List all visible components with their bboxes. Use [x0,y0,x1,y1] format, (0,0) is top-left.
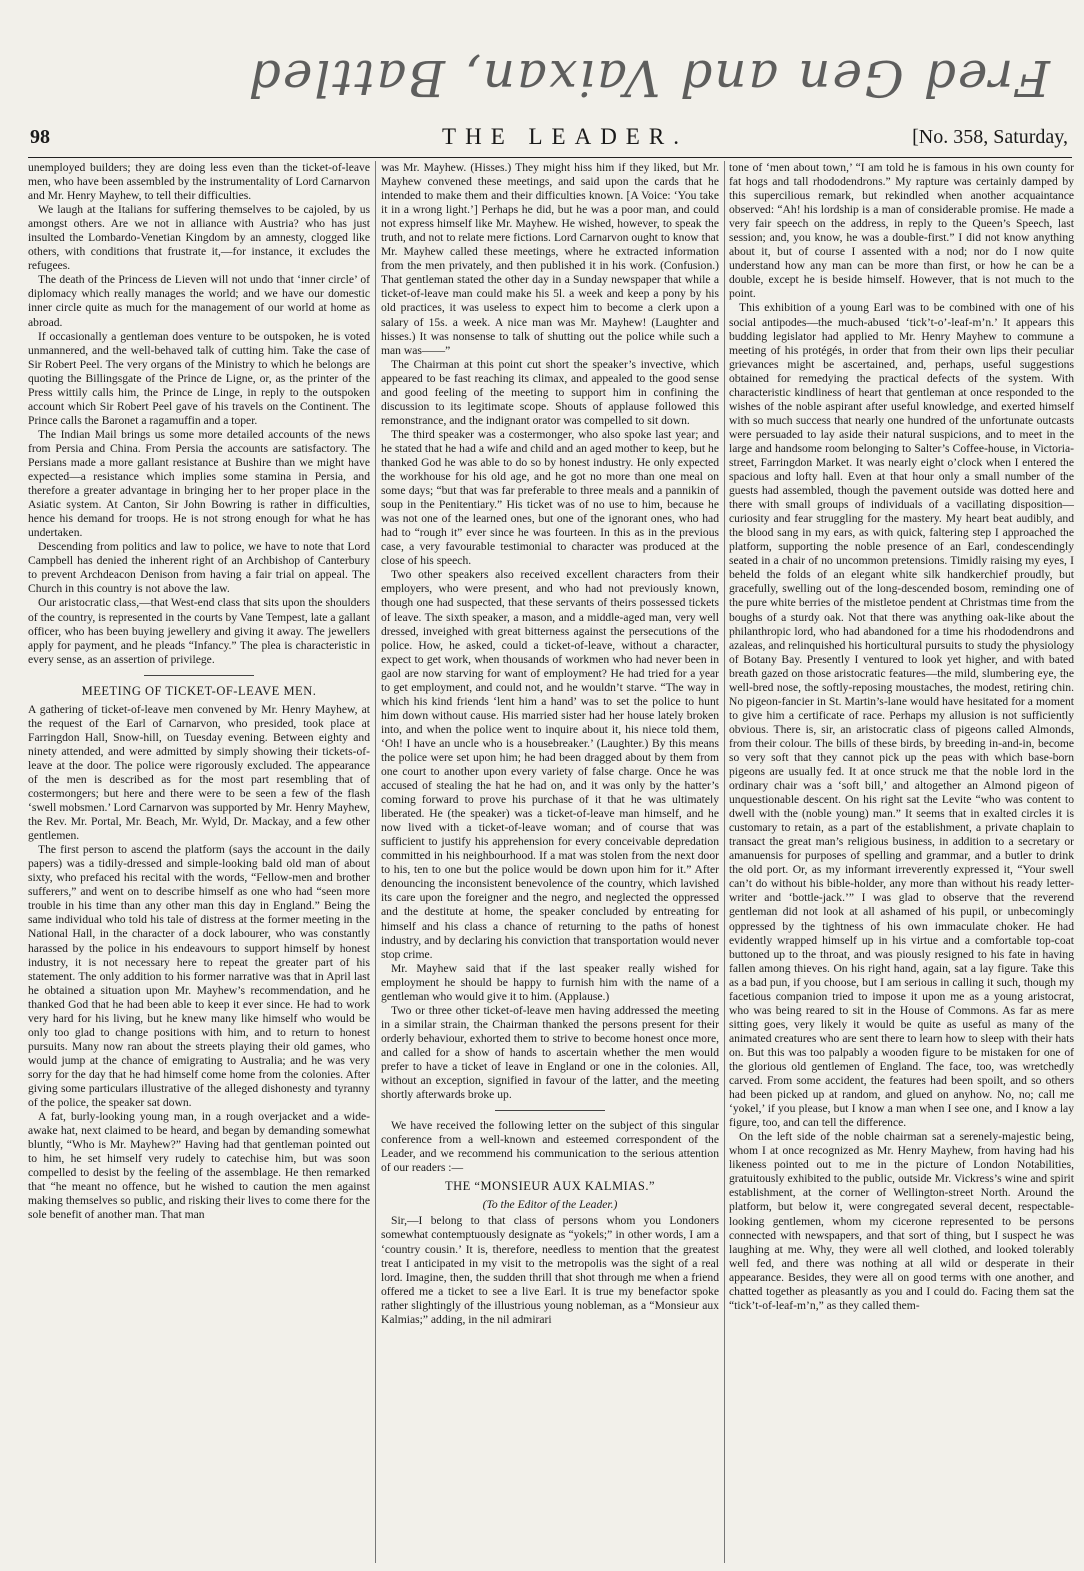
section-rule [144,675,254,676]
column-2 [381,161,719,1563]
column-3 [729,161,1074,1563]
column-divider [375,161,376,1563]
section-rule [495,1110,605,1111]
column-1 [28,161,370,1563]
paragraph: We have received the following letter on the subject of this singular conference from a well-known and esteemed correspondent of the Leader, and we recommend his communication to the serious attention of our readers :— [381,1119,719,1175]
paragraph: Descending from politics and law to police, we have to note that Lord Campbell has denied the inherent right of an Archbishop of Canterbury to prevent Archdeacon Denison from having a fair trial on appeal. The Church in this country is not above the law. [28,540,370,596]
paragraph: A gathering of ticket-of-leave men convened by Mr. Henry Mayhew, at the request of the Earl of Carnarvon, who presided, took place at Farringdon Hall, Snow-hill, on Tuesday evening. Between eighty and ninety attended, and were admitted by simply showing their tickets-of-leave at the door. The police were rigorously excluded. The appearance of the men is described as for the most part resembling that of costermongers; but here and there were to be seen a few of the flash ‘swell mobsmen.’ Lord Carnarvon was supported by Mr. Henry Mayhew, the Rev. Mr. Portal, Mr. Beach, Mr. Wyld, Dr. Mackay, and a few other gentlemen. [28,702,370,843]
paragraph: The first person to ascend the platform (says the account in the daily papers) was a tidily-dressed and simple-looking bald old man of about sixty, who prefaced his recital with the words, “Fellow-men and brother sufferers,” and went on to describe himself as one who had “seen more trouble in his time than any other man this day in England.” Being the same individual who told his tale of distress at the former meeting in the National Hall, in the character of a dock labourer, who was constantly harassed by the police in his endeavours to support himself by honest industry, it is not necessary here to repeat the greater part of his statement. The only addition to his former narrative was that in April last he obtained a situation upon Mr. Mayhew’s recommendation, and he thanked God that he had been able to keep it ever since. He had to work very hard for his living, but he knew many like himself who would be only too glad to change positions with him, and to return to honest pursuits. Many now ran about the streets playing their old games, who would jump at the chance of emigrating to Australia; and he was very sorry for the day that he had himself come home from the colonies. After giving some particulars illustrative of the alleged dishonesty and tyranny of the police, the speaker sat down. [28,843,370,1110]
paragraph: The third speaker was a costermonger, who also spoke last year; and he stated that he had a wife and child and an aged mother to keep, but he thanked God he was able to do so by honest industry. He only expected the workhouse for his old age, and he got no more than one meal on some days; “but that was far preferable to three meals and a pannikin of soup in the Penitentiary.” His ticket was of no use to him, because he was not one of the learned ones, but one of the ignorant ones, who had had to “rough it” ever since he was fourteen. In this as in the previous case, a very favourable testimonial to character was produced at the close of his speech. [381,427,719,568]
paragraph: Our aristocratic class,—that West-end class that sits upon the shoulders of the country, is represented in the courts by Vane Tempest, late a gallant officer, who has been buying jewellery and giving it away. The jewellers apply for payment, and he pleads “Infancy.” The plea is characteristic in every sense, as an assertion of privilege. [28,596,370,666]
paragraph: tone of ‘men about town,’ “I am told he is famous in his own county for fat hogs and tall rhododendrons.” My rapture was certainly damped by this supercilious remark, but rekindled when another acquaintance observed: “Ah! his lordship is a man of considerable promise. He made a very fair speech on the address, in reply to the Queen’s Speech, last session; and, you know, he was a double-first.” I did not know anything about it, but of course I assented with a nod; nor do I now quite understand how any man can be more than first, or how he can be a double, except he is beside himself. However, that is not much to the point. [729,161,1074,301]
paragraph: Mr. Mayhew said that if the last speaker really wished for employment he should be happy to furnish him with the name of a gentleman who would give it to him. (Applause.) [381,961,719,1003]
issue-label: [No. 358, Saturday, [912,126,1068,148]
letter-subheading: (To the Editor of the Leader.) [482,1198,618,1212]
paragraph: Two other speakers also received excellent characters from their employers, who were present, and who had not previously known, though one had suspected, that these servants of theirs possessed tickets of leave. The sixth speaker, a mason, and a middle-aged man, very well dressed, inveighed with great bitterness against the persecutions of the police. How, he asked, could a ticket-of-leave, without a character, expect to get work, when thousands of workmen who had never been in gaol are now starving for want of employment? He had tried for a year to get employment, and could not, and he wouldn’t starve. “The way in which his kind friends ‘lent him a hand’ was to set the police to hunt him down without cause. His married sister had her house lately broken into, and when the police went to inquire about it, his niece told them, ‘Oh! I have an uncle who is a housebreaker.’ (Laughter.) By this means the police were set upon him; he had been dragged about by them from one court to another upon every variety of false charge. Once he was accused of stealing the hat he had on, and it was only by the hatter’s coming forward to prove his purchase of it that he was ultimately liberated. He (the speaker) was a ticket-of-leave man himself, and he now lived with a ticket-of-leave woman; and of course that was sufficient to justify his apprehension for every conceivable depredation committed in his neighbourhood. If a mat was stolen from the next door to his, ten to one but the police would be down upon him for it.” After denouncing the inconsistent benevolence of the country, which lavished its care upon the foreigner and the negro, and neglected the oppressed and the destitute at home, the speaker concluded by entreating for himself and his class a chance of returning to the paths of honest industry, and by declaring his conviction that transportation would never stop crime. [381,568,719,961]
header-rule [28,157,1072,158]
paragraph: This exhibition of a young Earl was to be combined with one of his social antipodes—the much-abused ‘tick’t-o’-leaf-m’n.’ It appears this budding legislator had applied to Mr. Henry Mayhew to commune a meeting of his protégés, in order that from their own lips their peculiar grievances might be ascertained, and, perhaps, useful suggestions obtained for remedying the practical defects of the system. With characteristic kindliness of heart that gentleman at once responded to the wishes of the noble aspirant after useful knowledge, and exerted himself with so much success that nearly one hundred of the unfortunate outcasts were persuaded to lay aside their natural suspicions, and to meet in the large and handsome room belonging to Salter’s Coffee-house, in Victoria-street, Farringdon Market. It was nearly eight o’clock when I entered the spacious and lofty hall. Even at that hour only a small number of the guests had assembled, though the pavement outside was dotted here and there with small groups of individuals of a vacillating disposition—curiosity and fear struggling for the mastery. My heart beat audibly, and the blood sang in my ears, as with quick, faltering step I approached the platform, supporting the noble presence of an Earl, condescendingly seated in a chair of no uncommon pretensions. Timidly raising my eyes, I beheld the folds of an elegant white silk handkerchief proudly, but gracefully, swelling out of the long-descended bosom, reminding one of the pure white berries of the mistletoe pendent at Christmas time from the boughs of a sturdy oak. Not that there was anything oak-like about the philanthropic lord, who had abandoned for a time his rhododendrons and azaleas, and relinquished his horticultural pursuits to study the physiology of Botany Bay. Presently I ventured to look yet higher, and with bated breath gazed on those aristocratic features—the mild, slumbering eye, the well-bred nose, the softly-reposing moustaches, the modest, retiring chin. No pigeon-fancier in St. Martin’s-lane would have hesitated for a moment to give him a certificate of race. Perhaps my allusion is not sufficiently obvious. There is, sir, an aristocratic class of pigeons called Almonds, from their colour. The bills of these birds, by breeding in-and-in, become so very soft that they cannot pick up the peas with which base-born pigeons are usually fed. It at once struck me that the noble lord in the ordinary chair was a ‘soft bill,’ and altogether an Almond pigeon of unquestionable descent. On his right sat the Levite “who was content to dwell with the (noble young) man.” It seems that in exalted circles it is customary to retain, as a part of the establishment, a private chaplain to transact the great man’s religious business, in addition to a secretary or amanuensis for purposes of spelling and grammar, and a butler to drink the old port. Or, as my informant irreverently expressed it, “Your swell can’t do without his bible-holder, any more than without his ready letter-writer and ‘bottle-jack.’” I was glad to observe that the reverend gentleman did not look at all ashamed of his pupil, or unbecomingly oppressed by the tightness of his own immaculate choker. He had evidently wrapped himself up in his virtue and a comfortable top-coat buttoned up to the throat, and was piously resigned to his fate in having fallen among thieves. On his right hand, again, sat a lay figure. Take this as a bad pun, if you choose, but I am serious in calling it such, though my facetious companion tried to impose it upon me as a young aristocrat, who was being reared to sit in the House of Commons. As far as mere sitting goes, very likely it would be quite as useful as many of the animated creatures who are sent there to learn how to sleep with their hats on. But this was too palpably a wooden figure to be mistaken for one of the glorious old gentlemen of England. The face, too, was wretchedly carved. From some accident, the features had been spoilt, and so others had been picked up at random, and glued on anyhow. No, no; call me ‘yokel,’ if you please, but I know a man when I see one, and I know a lay figure, too, and can tell the difference. [729,301,1074,1130]
article-heading: MEETING OF TICKET-OF-LEAVE MEN. [81,683,317,698]
handwritten-scribble: Fred Gen and Vaixan, Battled [246,49,1050,107]
paragraph: We laugh at the Italians for suffering themselves to be cajoled, by us amongst others. Are we not in alliance with Austria? who has just insulted the Lombardo-Venetian Kingdom by an amnesty, clogged like others, with conditions that frustrate it,—for instance, it excludes the refugees. [28,203,370,273]
paragraph: unemployed builders; they are doing less even than the ticket-of-leave men, who have been assembled by the instrumentality of Lord Carnarvon and Mr. Henry Mayhew, to tell their difficulties. [28,161,370,203]
column-divider [724,161,725,1563]
paragraph: A fat, burly-looking young man, in a rough overjacket and a wide-awake hat, next claimed to be heard, and began by demanding somewhat bluntly, “Who is Mr. Mayhew?” Having had that gentleman pointed out to him, he set himself very rudely to catechise him, but was soon compelled to desist by the feeling of the assemblage. He then remarked that “he meant no offence, but he wished to caution the men against making themselves so public, and risking their lives to come there for the sole benefit of another man. That man [28,1110,370,1222]
paragraph: The death of the Princess de Lieven will not undo that ‘inner circle’ of diplomacy which really manages the world; and we have our domestic inner circle quite as much for the management of our world at home as abroad. [28,273,370,329]
page-header [28,124,1072,156]
paragraph: If occasionally a gentleman does venture to be outspoken, he is voted unmannered, and the well-behaved talk of cutting him. Take the case of Sir Robert Peel. The very organs of the Ministry to which he belongs are quoting the Billingsgate of the Prince de Ligne, or, as the printer of the Press wittily calls him, the Prince de Linge, in reply to the outspoken account which Sir Robert Peel gave of his travels on the Continent. The Prince calls the Baronet a ragamuffin and a toper. [28,329,370,427]
paragraph: The Indian Mail brings us some more detailed accounts of the news from Persia and China. From Persia the accounts are satisfactory. The Persians made a more gallant resistance at Bushire than we might have expected—a resistance which implies some stamina in Persia, and therefore a greater advantage in bringing her to her proper place in the Asiatic system. At Canton, Sir John Bowring is rather in difficulties, hence his demand for troops. He is not strong enough for what he has undertaken. [28,427,370,540]
paragraph: On the left side of the noble chairman sat a serenely-majestic being, whom I at once recognized as Mr. Henry Mayhew, from having had his likeness pointed out to me in the picture of London Notabilities, gratuitously exhibited to the public, outside Mr. Vickress’s wine and spirit establishment, at the corner of Wellington-street North. Around the platform, but below it, were congregated several decent, respectable-looking gentlemen, whom my cicerone represented to be persons connected with newspapers, and that sort of thing, but I suspect he was laughing at me. Why, they were all well clothed, and looked tolerably well fed, and there was nothing at all wild or desperate in their appearance. Besides, they were all on good terms with one another, and chatted together as pleasantly as you and I could do. Facing them sat the “tick’t-of-leaf-m’n,” as they called them- [729,1130,1074,1312]
paragraph: Sir,—I belong to that class of persons whom you Londoners somewhat contemptuously designate as “yokels;” in other words, I am a ‘country cousin.’ It is, therefore, needless to mention that the greatest treat I anticipated in my visit to the metropolis was the sight of a real lord. Imagine, then, the sudden thrill that shot through me when a friend offered me a ticket to see a live Earl. It is true my benefactor spoke rather slightingly of the illustrious young nobleman, as a “Monsieur aux Kalmias;” adding, in the nil admirari [381,1214,719,1326]
paragraph: Two or three other ticket-of-leave men having addressed the meeting in a similar strain, the Chairman thanked the persons present for their orderly behaviour, exhorted them to strive to become honest once more, and called for a show of hands to ascertain whether the men would prefer to have a ticket of leave in England or one in the colonies. All, without an exception, signified in favour of the latter, and the meeting shortly afterwards broke up. [381,1003,719,1102]
page-number: 98 [30,126,50,148]
paragraph: The Chairman at this point cut short the speaker’s invective, which appeared to be fast reaching its climax, and appealed to the good sense and good feeling of the meeting to support him in confining the discussion to its legitimate scope. Shouts of applause followed this remonstrance, and the indignant orator was compelled to sit down. [381,357,719,427]
masthead-title: THE LEADER. [442,124,688,149]
letter-heading: THE “MONSIEUR AUX KALMIAS.” [444,1179,655,1194]
paragraph: was Mr. Mayhew. (Hisses.) They might hiss him if they liked, but Mr. Mayhew convened these meetings, and said upon the cards that he intended to make them and their difficulties known. [A Voice: ‘You take it in a wrong light.’] Perhaps he did, but he was a poor man, and could not express himself like Mr. Mayhew. He wished, however, to speak the truth, and not to relate mere fictions. Lord Carnarvon ought to know that Mr. Mayhew called these meetings, where he extracted information from the men privately, and then published it in his work. (Confusion.) That gentleman stated the other day in a Sunday newspaper that while a ticket-of-leave man could make his 5l. a week and keep a pony by his old practices, it was useless to expect him to become a clerk upon a salary of 15s. a week. A nice man was Mr. Mayhew! (Laughter and hisses.) It was nonsense to talk of shutting out the police while such a man was——” [381,161,719,357]
